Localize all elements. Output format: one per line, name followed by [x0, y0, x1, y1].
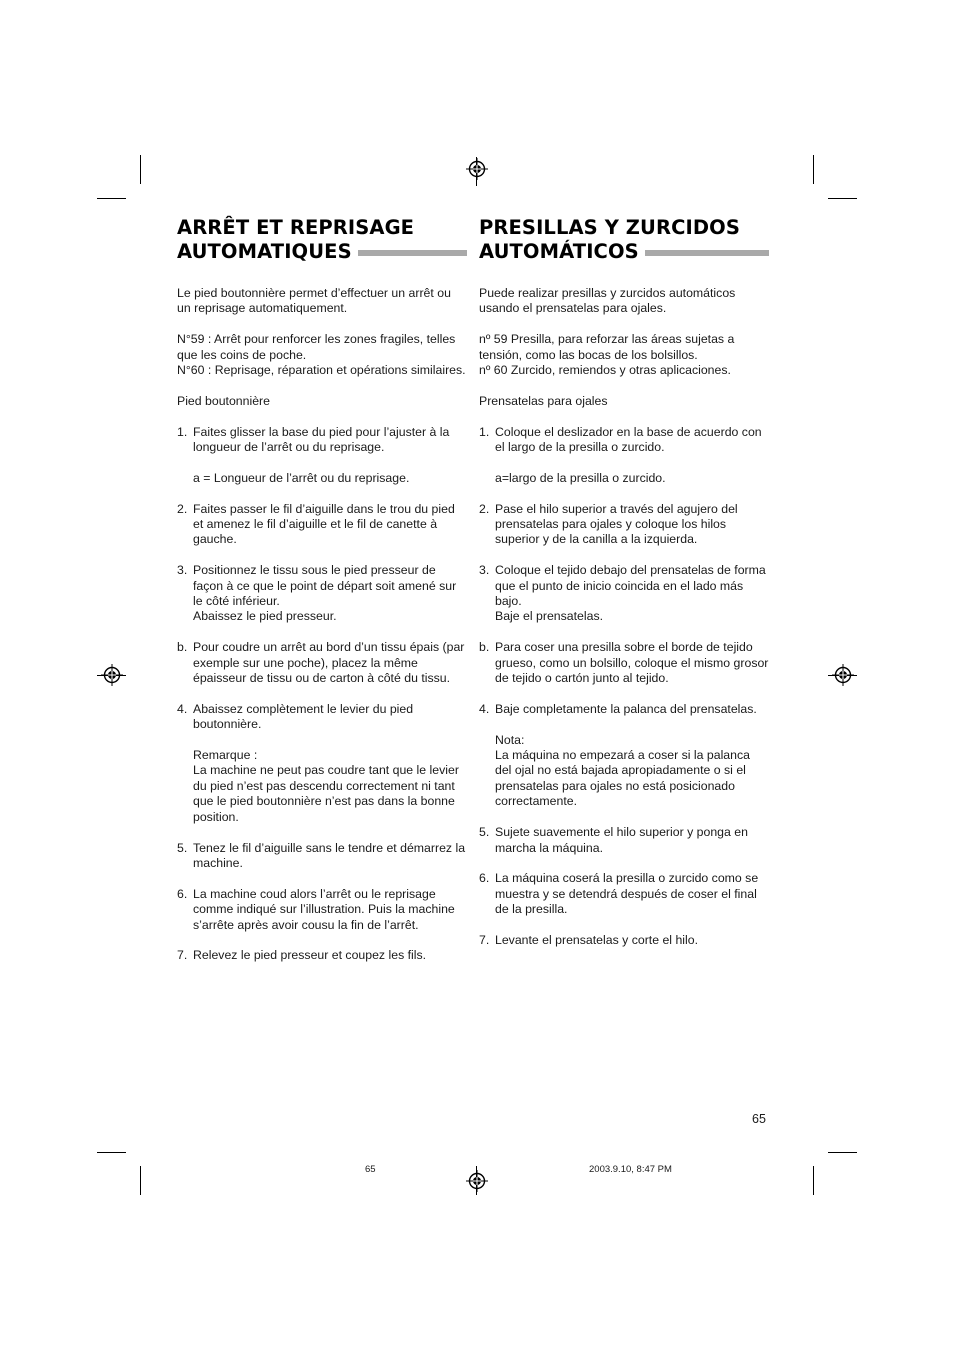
step-text: Tenez le fil d’aiguille sans le tendre et démarrez la machine.	[193, 840, 466, 870]
step-text: Positionnez le tissu sous le pied presseur de façon à ce que le point de départ soit amené sur le côté inférieur. Abaissez le pied presseur.	[193, 563, 457, 624]
step-item	[479, 640, 769, 686]
crop-mark	[813, 1166, 814, 1195]
registration-mark-icon	[101, 664, 123, 686]
step-item	[177, 502, 467, 548]
step-text: Abaissez complètement le levier du pied boutonnière. Remarque : La machine ne peut pas coudre tant que le levier du pied n’est pas descendu correctement ni tant que le pied boutonnière n’est pas dans la bonne position.	[193, 701, 459, 824]
step-item	[479, 933, 769, 948]
step-text: Faites glisser la base du pied pour l’ajuster à la longueur de l’arrêt ou du reprisage. a = Longueur de l’arrêt ou du reprisage.	[193, 424, 450, 485]
french-title	[177, 216, 467, 264]
step-number: 1.	[479, 424, 490, 439]
crop-mark	[828, 1152, 857, 1153]
french-intro: Le pied boutonnière permet d’effectuer un arrêt ou un reprisage automatiquement.	[177, 286, 451, 316]
step-number: 5.	[479, 825, 490, 840]
step-number: 7.	[177, 948, 188, 963]
french-steps	[177, 425, 467, 964]
step-text: Para coser una presilla sobre el borde de tejido grueso, como un bolsillo, coloque el mismo grosor de tejido o cartón junto al tejido.	[495, 640, 769, 686]
step-number: 2.	[479, 501, 490, 516]
step-number: 6.	[177, 886, 188, 901]
step-item	[479, 425, 769, 487]
step-number: b.	[177, 640, 188, 655]
french-stitch-types: N°59 : Arrêt pour renforcer les zones fragiles, telles que les coins de poche. N°60 : Reprisage, réparation et opérations similaires.	[177, 332, 466, 378]
step-text: La máquina coserá la presilla o zurcido como se muestra y se detendrá después de coser el final de la presilla.	[495, 871, 759, 917]
step-number: 3.	[479, 563, 490, 578]
step-number: 3.	[177, 563, 188, 578]
crop-mark	[97, 198, 126, 199]
page-number: 65	[752, 1112, 766, 1126]
step-text: Pase el hilo superior a través del agujero del prensatelas para ojales y coloque los hilos superior y de la canilla a la izquierda.	[495, 501, 738, 547]
step-number: 2.	[177, 501, 188, 516]
footer-left: 65	[365, 1164, 376, 1175]
step-text: Baje completamente la palanca del prensatelas. Nota: La máquina no empezará a coser si la palanca del ojal no está bajada apropiadamente o si el prensatelas para ojales no está posicionado correctamente.	[495, 701, 757, 809]
spanish-title-line1: PRESILLAS Y ZURCIDOS	[479, 216, 740, 239]
step-item	[177, 887, 467, 933]
step-item	[177, 425, 467, 487]
registration-mark-icon	[466, 1170, 488, 1192]
spanish-column	[479, 216, 769, 964]
crop-mark	[140, 155, 141, 184]
step-number: 5.	[177, 840, 188, 855]
french-foot-label: Pied boutonnière	[177, 393, 270, 408]
spanish-steps	[479, 425, 769, 949]
french-title-line2: AUTOMATIQUES	[177, 240, 352, 263]
step-item	[479, 871, 769, 917]
footer-timestamp: 2003.9.10, 8:47 PM	[589, 1164, 672, 1175]
step-text: Pour coudre un arrêt au bord d’un tissu épais (par exemple sur une poche), placez la même épaisseur de tissu ou de carton à côté du tissu.	[193, 640, 465, 686]
step-number: 4.	[177, 701, 188, 716]
title-rule	[358, 250, 467, 256]
spanish-stitch-types: nº 59 Presilla, para reforzar las áreas sujetas a tensión, como las bocas de los bolsillos. nº 60 Zurcido, remiendos y otras aplicaciones.	[479, 332, 735, 378]
step-text: Coloque el tejido debajo del prensatelas de forma que el punto de inicio coincida en el lado más bajo. Baje el prensatelas.	[495, 563, 766, 624]
step-number: 1.	[177, 424, 188, 439]
step-number: 7.	[479, 932, 490, 947]
step-item	[479, 825, 769, 856]
crop-mark	[140, 1166, 141, 1195]
title-rule	[645, 250, 769, 256]
step-item	[479, 563, 769, 625]
step-item	[177, 841, 467, 872]
french-body	[177, 286, 467, 964]
french-column	[177, 216, 467, 979]
step-text: La machine coud alors l’arrêt ou le reprisage comme indiqué sur l’illustration. Puis la machine s’arrête après avoir cousu la fin de l’arrêt.	[193, 886, 455, 932]
step-text: Coloque el deslizador en la base de acuerdo con el largo de la presilla o zurcido. a=largo de la presilla o zurcido.	[495, 424, 762, 485]
registration-mark-icon	[832, 664, 854, 686]
crop-mark	[97, 1152, 126, 1153]
crop-mark	[813, 155, 814, 184]
spanish-foot-label: Prensatelas para ojales	[479, 393, 608, 408]
step-item	[177, 702, 467, 825]
spanish-title	[479, 216, 769, 264]
step-number: 4.	[479, 701, 490, 716]
step-item	[479, 702, 769, 810]
step-number: b.	[479, 640, 490, 655]
step-text: Levante el prensatelas y corte el hilo.	[495, 932, 699, 947]
spanish-body	[479, 286, 769, 948]
step-item	[177, 948, 467, 963]
spanish-intro: Puede realizar presillas y zurcidos automáticos usando el prensatelas para ojales.	[479, 286, 736, 316]
step-number: 6.	[479, 871, 490, 886]
crop-mark	[828, 198, 857, 199]
registration-mark-icon	[466, 158, 488, 180]
step-text: Faites passer le fil d’aiguille dans le trou du pied et amenez le fil d’aiguille et le fil de canette à gauche.	[193, 501, 455, 547]
spanish-title-line2: AUTOMÁTICOS	[479, 240, 639, 263]
step-item	[177, 563, 467, 625]
french-title-line1: ARRÊT ET REPRISAGE	[177, 216, 415, 239]
step-item	[479, 502, 769, 548]
step-text: Relevez le pied presseur et coupez les fils.	[193, 948, 427, 963]
step-text: Sujete suavemente el hilo superior y ponga en marcha la máquina.	[495, 825, 748, 855]
step-item	[177, 640, 467, 686]
